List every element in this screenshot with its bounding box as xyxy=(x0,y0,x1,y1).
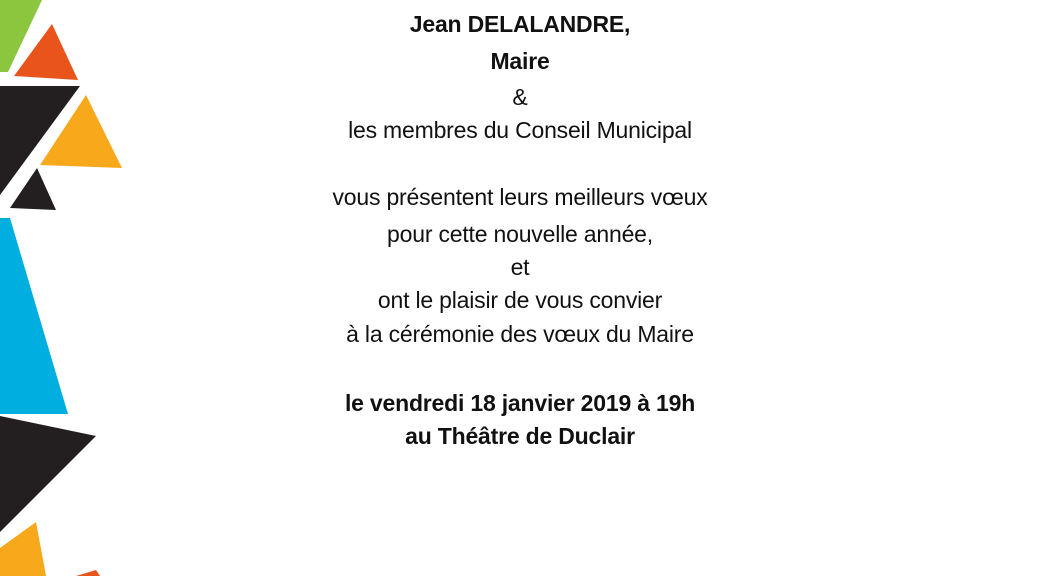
event-venue: au Théâtre de Duclair xyxy=(405,423,635,449)
invite-line-1: ont le plaisir de vous convier xyxy=(377,287,663,313)
cyan-triangle xyxy=(0,218,68,414)
conjunction: et xyxy=(510,254,530,280)
host-title: Maire xyxy=(490,48,550,74)
orange-triangle-bottom xyxy=(76,570,100,576)
decorative-triangles xyxy=(0,0,140,576)
small-dark-triangle xyxy=(10,168,56,210)
event-date-time: le vendredi 18 janvier 2019 à 19h xyxy=(344,390,696,416)
wishes-line-1: vous présentent leurs meilleurs vœux xyxy=(332,184,708,210)
yellow-triangle-bottom xyxy=(0,522,46,576)
dark-triangle-bottom xyxy=(0,416,96,532)
invitation-card xyxy=(220,0,820,576)
ampersand: & xyxy=(512,84,528,110)
council-line: les membres du Conseil Municipal xyxy=(348,117,692,143)
invite-line-2: à la cérémonie des vœux du Maire xyxy=(346,321,694,347)
wishes-line-2: pour cette nouvelle année, xyxy=(387,221,653,247)
host-name: Jean DELALANDRE, xyxy=(409,11,631,37)
